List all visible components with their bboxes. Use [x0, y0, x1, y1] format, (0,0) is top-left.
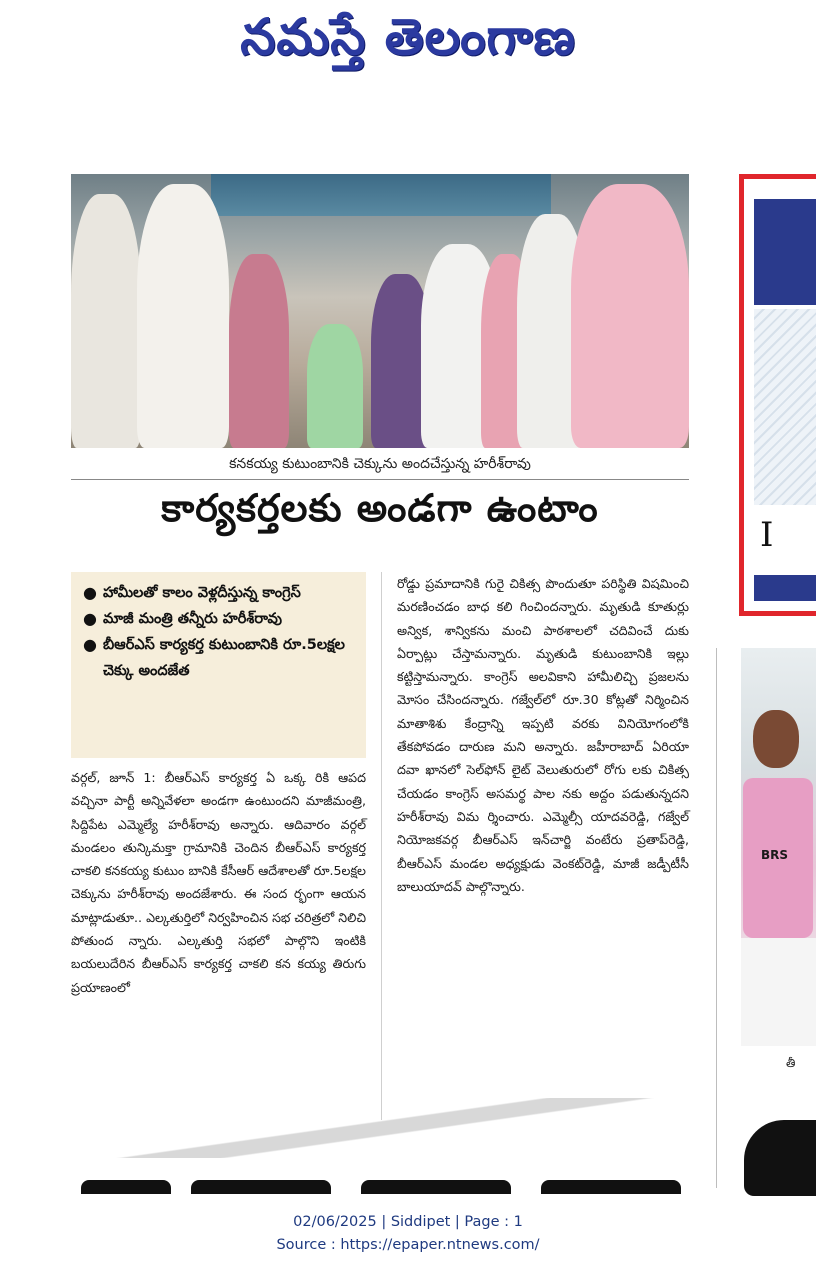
highlight-text: మాజీ మంత్రి తన్నీరు హరీశ్‌రావు — [103, 611, 282, 627]
side-article-photo — [741, 648, 816, 1046]
photo-person — [137, 184, 229, 448]
ad-hatched-panel — [754, 309, 816, 505]
photo-roof — [211, 174, 551, 216]
page-footer — [0, 1211, 816, 1257]
highlight-text: హామీలతో కాలం వెళ్లదీస్తున్న కాంగ్రెస్ — [103, 585, 301, 601]
glyph-fragment — [191, 1180, 331, 1194]
caption-divider — [71, 479, 689, 480]
next-article-headline-fragment — [71, 1172, 689, 1194]
decorative-rule — [71, 1098, 689, 1158]
highlights-box — [71, 572, 366, 758]
photo-person — [307, 324, 363, 448]
bullet-icon: ● — [83, 609, 97, 628]
highlight-item — [83, 580, 356, 606]
advertisement-box — [739, 174, 816, 616]
footer-source-link[interactable]: Source : https://epaper.ntnews.com/ — [276, 1237, 540, 1253]
side-photo-caption: తీ — [786, 1056, 796, 1070]
highlight-text: బీఆర్‌ఎస్‌ కార్యకర్త కుటుంబానికి రూ.5లక్షల చెక్కు అందజేత — [103, 637, 345, 679]
photo-person-face — [753, 710, 799, 768]
photo-person — [71, 194, 141, 448]
ad-blue-block — [754, 199, 816, 305]
side-headline-glyph — [744, 1120, 816, 1196]
photo-person — [229, 254, 289, 448]
ad-letter: I — [760, 515, 774, 555]
ad-blue-strip — [754, 575, 816, 601]
footer-date-edition: 02/06/2025 | Siddipet | Page : 1 — [293, 1214, 523, 1230]
highlight-item — [83, 632, 356, 684]
article-body-left: వర్గల్‌, జూన్‌ 1: బీఆర్‌ఎస్‌ కార్యకర్త ఏ ఒక్క రికి ఆపద వచ్చినా పార్టీ అన్నివేళలా అండగా ఉంటుందని మాజీమంత్రి, సిద్దిపేట ఎమ్మెల్యే హరీశ్‌రావు అన్నారు. ఆదివారం వర్గల్‌ మండలం తున్కిమక్తా గ్రామానికి చెందిన బీఆర్‌ఎస్‌ కార్యకర్త చాకలి కనకయ్య కుటుం బానికి కేసీఆర్‌ ఆదేశాలతో రూ.5లక్షల చెక్కును హరీశ్‌రావు అందజేశారు. ఈ సంద ర్భంగా ఆయన మాట్లాడుతూ.. ఎల్కతుర్తిలో నిర్వహించిన సభ చరిత్రలో నిలిచి పోతుంద న్నారు. ఎల్కతుర్తి సభలో పాల్గొని ఇంటికి బయలుదేరిన బీఆర్‌ఎస్‌ కార్యకర్త చాకలి కన కయ్య తిరుగు ప్రయాణంలో — [71, 770, 366, 995]
masthead-title: నమస్తే తెలంగాణ — [240, 8, 576, 66]
glyph-fragment — [361, 1180, 511, 1194]
article-photo — [71, 174, 689, 448]
bullet-icon: ● — [83, 635, 97, 654]
photo-person — [571, 184, 689, 448]
bullet-icon: ● — [83, 583, 97, 602]
article-headline: కార్యకర్తలకు అండగా ఉంటాం — [161, 486, 599, 530]
column-divider — [381, 572, 382, 1120]
glyph-fragment — [81, 1180, 171, 1194]
article-body-right: రోడ్డు ప్రమాదానికి గురై చికిత్స పొందుతూ పరిస్థితి విషమించి మరణించడం బాధ కలి గించిందన్నారు. మృతుడి కూతుర్లు అన్విక, శాన్వికను మంచి పాఠశాలలో చదివించే దుకు ఏర్పాట్లు చేస్తామన్నారు. మృతుడి కుటుంబానికి ఇల్లు కట్టిస్తామన్నారు. కాంగ్రెస్‌ అలవికాని హామీలిచ్చి ప్రజలను మోసం చేసిందన్నారు. గజ్వేల్‌లో రూ.30 కోట్లతో నిర్మించిన మాతాశిశు కేంద్రాన్ని ఇప్పటి వరకు వినియోగంలోకి తేకపోవడం దారుణ మని అన్నారు. జహీరాబాద్‌ ఏరియా దవా ఖానలో సెల్‌ఫోన్‌ లైట్‌ వెలుతురులో రోగు లకు చికిత్స చేయడం కాంగ్రెస్‌ అసమర్థ పాల నకు అద్దం పడుతున్నదని హరీశ్‌రావు విమ ర్శించారు. ఎమ్మెల్సీ యాదవరెడ్డి, గజ్వేల్‌ నియోజకవర్గ బీఆర్‌ఎస్‌ ఇన్‌చార్జి వంటేరు ప్రతాప్‌రెడ్డి, బీఆర్‌ఎస్‌ మండల అధ్యక్షుడు వెంకట్‌రెడ్డి, మాజీ జడ్పీటీసీ బాలుయాదవ్‌ పాల్గొన్నారు. — [397, 576, 689, 894]
photo-person-body — [741, 938, 816, 1046]
photo-caption: కనకయ్య కుటుంబానికి చెక్కును అందచేస్తున్న హరీశ్‌రావు — [229, 456, 531, 472]
photo-badge: BRS — [761, 848, 789, 862]
highlight-item — [83, 606, 356, 632]
glyph-fragment — [541, 1180, 681, 1194]
page-column-divider — [716, 648, 717, 1188]
